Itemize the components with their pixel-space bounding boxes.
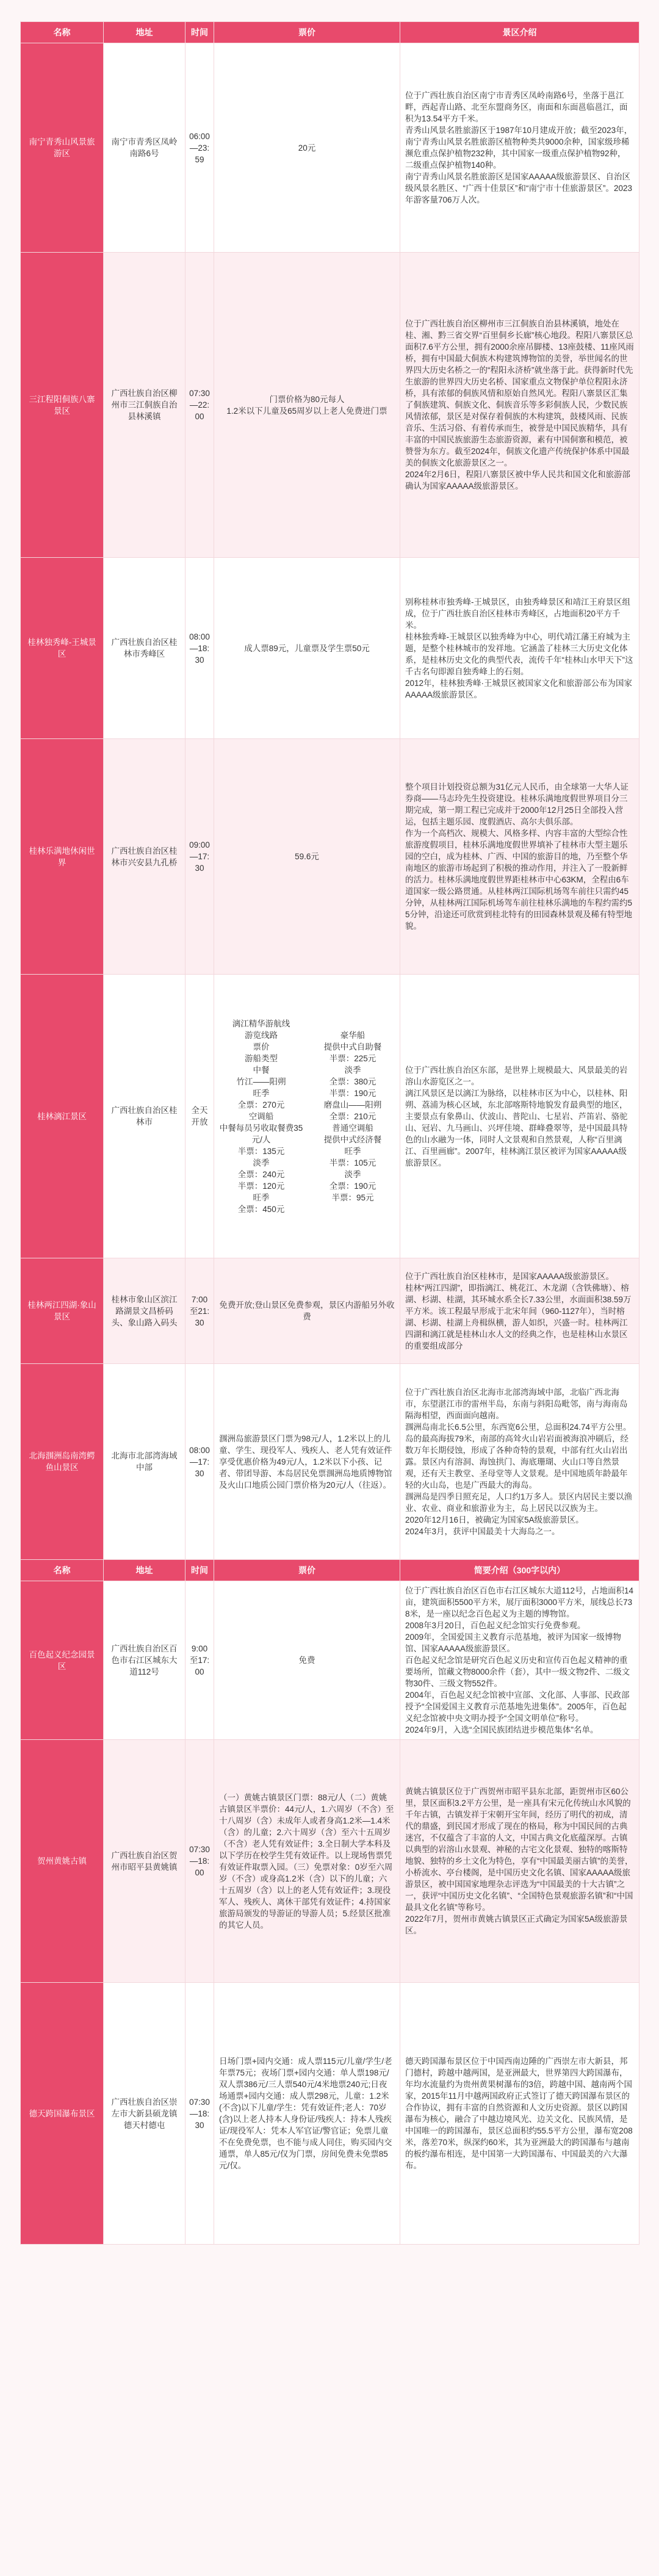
address-cell: 广西壮族自治区柳州市三江侗族自治县林溪镇 bbox=[104, 253, 185, 558]
column-header-time: 时间 bbox=[185, 22, 214, 43]
price-cell: 门票价格为80元每人 1.2米以下儿童及65周岁以上老人免费进门票 bbox=[214, 253, 400, 558]
spot-name-cell: 桂林乐满地休闲世界 bbox=[21, 739, 104, 975]
price-cell: 20元 bbox=[214, 43, 400, 253]
address-cell: 北海市北部湾海域中部 bbox=[104, 1364, 185, 1560]
address-cell: 广西壮族自治区崇左市大新县硕龙镇德天村德屯 bbox=[104, 1983, 185, 2245]
opening-time-cell: 9:00至17:00 bbox=[185, 1581, 214, 1740]
column-header-name: 名称 bbox=[21, 22, 104, 43]
opening-time-cell: 09:00—17:30 bbox=[185, 739, 214, 975]
scenic-spots-table bbox=[20, 21, 639, 2245]
introduction-cell: 位于广西壮族自治区南宁市青秀区凤岭南路6号，坐落于邕江畔，西起青山路、北至东盟商务区，南面和东面邕临邕江，面积为13.54平方千米。 青秀山风景名胜旅游区于1987年10月建成开放；截至2023年，南宁青秀山风景名胜旅游区植物种类共9000余种，国家级珍稀濒危重点保护植物232种，其中国家一级重点保护植物92种，二级重点保护植物140种。 南宁青秀山风景名胜旅游区是国家AAAAA级旅游景区、自治区级风景名胜区、“广西十佳景区”和“南宁市十佳旅游景区”。2023年游客量706万人次。 bbox=[400, 43, 639, 253]
table-row bbox=[21, 1364, 639, 1560]
spot-name-cell: 桂林漓江景区 bbox=[21, 975, 104, 1258]
spot-name-cell: 南宁青秀山风景旅游区 bbox=[21, 43, 104, 253]
spot-name-cell: 德天跨国瀑布景区 bbox=[21, 1983, 104, 2245]
address-cell: 广西壮族自治区贺州市昭平县黄姚镇 bbox=[104, 1740, 185, 1983]
column-header-addr: 地址 bbox=[104, 1560, 185, 1581]
price-cell: 免费开放;登山景区免费参观，景区内游船另外收费 bbox=[214, 1258, 400, 1364]
table-row bbox=[21, 975, 639, 1258]
address-cell: 广西壮族自治区桂林市兴安县九孔桥 bbox=[104, 739, 185, 975]
column-header-price: 票价 bbox=[214, 1560, 400, 1581]
table-row bbox=[21, 1581, 639, 1740]
opening-time-cell: 07:30—22:00 bbox=[185, 253, 214, 558]
column-header-addr: 地址 bbox=[104, 22, 185, 43]
table-row bbox=[21, 253, 639, 558]
address-cell: 南宁市青秀区凤岭南路6号 bbox=[104, 43, 185, 253]
price-cell: 日场门票+园内交通：成人票115元/儿童/学生/老年票75元；夜场门票+园内交通：单人票198元/双人票386元/三人票540元/4米地票240元;日夜场通票+园内交通：成人票298元，儿童：1.2米(不含)以下儿童/学生：凭有效证件;老人：70岁(含)以上老人持本人身份证/残疾人：持本人残疾证/现役军人：凭本人军官证/警官证；免票儿童不在免费免票，也不能与成人同住，购买园内交通票，单人85元/仅为门票，房间免费未免票85元/仅。 bbox=[214, 1983, 400, 2245]
opening-time-cell: 08:00—17:30 bbox=[185, 1364, 214, 1560]
price-cell: 成人票89元，儿童票及学生票50元 bbox=[214, 558, 400, 739]
scenic-spots-table-sheet bbox=[20, 21, 639, 2245]
introduction-cell: 德天跨国瀑布景区位于中国西南边陲的广西崇左市大新县，邦门德村，跨越中越两国，是亚洲最大，世界第四大跨国瀑布，年均水流量约为贵州黄果树瀑布的3倍，跨越中国、越南两个国家，2015年11月中越两国政府正式签订了德天跨国瀑布景区的合作协议，拥有丰富的自然资源和人文历史资源。景区以跨国瀑布为核心，融合了中越边境风光、边关文化、民族风情，是中国唯一的跨国瀑布，景区总面积约55.5平方公里，瀑布宽208米，落差70米，纵深约60米，其为亚洲最大的跨国瀑布与越南的板约瀑布相连，是中国第一大跨国瀑布、中国最美的六大瀑布。 bbox=[400, 1983, 639, 2245]
table-row bbox=[21, 1983, 639, 2245]
table-header-row bbox=[21, 1560, 639, 1581]
opening-time-cell: 07:30—18:30 bbox=[185, 1983, 214, 2245]
price-cell: 59.6元 bbox=[214, 739, 400, 975]
spot-name-cell: 桂林两江四湖·象山景区 bbox=[21, 1258, 104, 1364]
opening-time-cell: 08:00—18:30 bbox=[185, 558, 214, 739]
table-row bbox=[21, 739, 639, 975]
introduction-cell: 位于广西壮族自治区柳州市三江侗族自治县林溪镇，地处在桂、湘、黔三省交界“百里侗乡长廊”核心地段。程阳八寨景区总面积7.6平方公里，拥有2000余座吊脚楼、13座鼓楼、11座风雨桥，拥有中国最大侗族木构建筑博物馆的美誉，举世闻名的世界四大历史名桥之一的“程阳永济桥”就坐落于此。获得新时代先生旅游的世界四大历史名桥、国家重点文物保护单位程阳永济桥，具有浓郁的侗族风情和原始自然风光。程阳八寨景区汇集了侗族建筑、侗族文化、侗族音乐等多彩侗族人民，少数民族风情浓郁，景区是对保存着侗族的木构建筑，鼓楼风雨、民族音乐、生活习俗、有着传承而生，被誉是中国民族精华，具有丰富的中国民族旅游生态旅游资源，素有中国侗寨和模范，被赞誉为东方。截至2024年，侗族文化遗产传统保护体系中国最美的侗族文化旅游景区之一。 2024年2月6日，程阳八寨景区被中华人民共和国文化和旅游部确认为国家AAAAA级旅游景区。 bbox=[400, 253, 639, 558]
table-row bbox=[21, 1740, 639, 1983]
price-cell: （一）黄姚古镇景区门票：88元/人（二）黄姚古镇景区半票价：44元/人，1.六周岁（不含）至十八周岁（含）未成年人或者身高1.2米—1.4米（含）的儿童；2.六十周岁（含）至六十五周岁（不含）老人凭有效证件；3.全日制大学本科及以下学历在校学生凭有效证件。以上现场售票凭有效证件取票入园。（三）免票对象：0岁至六周岁（不含）或身高1.2米（含）以下的儿童；六十五周岁（含）以上的老人凭有效证件；3.现役军人、残疾人、离休干部凭有效证件；4.持国家旅游局颁发的导游证的导游人员；5.经景区批准的其它人员。 bbox=[214, 1740, 400, 1983]
introduction-cell: 位于广西壮族自治区北海市北部湾海域中部，北临广西北海市，东望湛江市的雷州半岛，东南与斜阳岛毗邻，南与海南岛隔海相望，西面面向越南。 涠洲岛南北长6.5公里，东西宽6公里，总面积24.74平方公里。岛的最高海拔79米，南部的高耸火山岩岩面被海浪冲刷后，经数万年长期侵蚀，形成了各种奇特的景观，中部有红火山岩出露。景区内有溶洞、海蚀拱门、海底珊瑚、火山口等自然景观，还有天主教堂、圣母堂等人文景观。是中国地质年龄最年轻的火山岛，也是广西最大的海岛。 涠洲岛是四季日照充足，人口约1万多人。景区内居民主要以渔业、农业、商业和旅游业为主，岛上居民以汉族为主。 2020年12月16日，被确定为国家5A级旅游景区。 2024年3月，获评中国最美十大海岛之一。 bbox=[400, 1364, 639, 1560]
table-header-row bbox=[21, 22, 639, 43]
price-grid-right: 豪华船 提供中式自助餐 半票：225元 淡季 全票：380元 半票：190元 磨盘山——阳朔 全票：210元 普通空调船 提供中式经济餐 旺季 半票：105元 淡季 全票：190元 半票：95元 bbox=[323, 1030, 382, 1202]
introduction-cell: 整个项目计划投资总额为31亿元人民币，由全球第一大华人证券商——马志玲先生投资建设。桂林乐满地度假世界项目分三期完成，第一期工程已完成并于2000年12月25日全部投入营运，包括主题乐园、度假酒店、高尔夫俱乐部。 作为一个高档次、规模大、风格多样、内容丰富的大型综合性旅游度假项目，桂林乐满地度假世界填补了桂林市大型主题乐园的空白，成为桂林、广西、中国的旅游目的地，乃至整个华南地区的旅游市场起到了积极的推动作用，并注入了一股新鲜的活力。桂林乐满地度假世界距桂林市中心63KM，全程由6车道国家一级公路贯通。从桂林两江国际机场驾车前往只需约45分钟，从桂林两江国际机场驾车前往桂林乐满地的车程约需约55分钟，沿途还可欣赏到桂北特有的田园森林景观及稀有特型地貌。 bbox=[400, 739, 639, 975]
opening-time-cell: 07:30—18:00 bbox=[185, 1740, 214, 1983]
opening-time-cell: 7:00至21:30 bbox=[185, 1258, 214, 1364]
price-grid-left: 漓江精华游航线 游览线路 票价 游船类型 中餐 竹江——阳朔 旺季 全票：270元 空调船 中餐每员另收取餐费35元/人 半票：135元 淡季 全票：240元 半票：120元 旺季 全票：450元 bbox=[219, 1019, 303, 1214]
price-cell bbox=[214, 975, 400, 1258]
spot-name-cell: 桂林独秀峰-王城景区 bbox=[21, 558, 104, 739]
address-cell: 广西壮族自治区百色市右江区城东大道112号 bbox=[104, 1581, 185, 1740]
introduction-cell: 黄姚古镇景区位于广西贺州市昭平县东北部，距贺州市区60公里，景区面积3.2平方公里，是一座具有宋元化传统山水风貌的千年古镇，古镇发祥于宋朝开宝年间，经历了明代的初成，清代的鼎盛，到民国才形成了现在的格局，称为中国民间的古典迷宫，不仅蕴含了丰富的人文，中国古典文化底蕴深厚。古镇以典型的岩溶山水景观、神秘的古宅文化景观、独特的喀斯特地貌、独特的乡土文化为特色，享有“中国最美丽古镇”的美誉，小桥流水、亭台楼阁，是中国历史文化名镇、国家AAAAA级旅游景区，被中国国家地理杂志评选为“中国最美的十大古镇”之一，获评“中国历史文化名镇”、“全国特色景观旅游名镇”和“中国最具文化名镇”等称号。 2022年7月，贺州市黄姚古镇景区正式确定为国家5A级旅游景区。 bbox=[400, 1740, 639, 1983]
introduction-cell: 位于广西壮族自治区桂林市，是国家AAAAA级旅游景区。 桂林“两江四湖”，即指漓江、桃花江、木龙湖（含铁佛塘）、榕湖、杉湖、桂湖，其环城水系全长7.33公里，水面面积38.59万平方米。该工程最早形成于北宋年间（960-1127年），当时榕湖、杉湖、桂湖上舟楫纵横，游人如织，兴盛一时。桂林两江四湖和漓江就是桂林山水人文的经典之作，也是桂林山水景区的重要组成部分 bbox=[400, 1258, 639, 1364]
price-cell: 免费 bbox=[214, 1581, 400, 1740]
introduction-cell: 别称桂林市独秀峰-王城景区，由独秀峰景区和靖江王府景区组成，位于广西壮族自治区桂林市秀峰区，占地面积20平方千米。 桂林独秀峰-王城景区以独秀峰为中心，明代靖江藩王府城为主题，是整个桂林城市的发祥地。它涵盖了桂林三大历史文化体系，是桂林历史文化的典型代表，流传千年“桂林山水甲天下”这千古名句即源自独秀峰上的石刻。 2012年，桂林独秀峰·王城景区被国家文化和旅游部公布为国家AAAAA级旅游景区。 bbox=[400, 558, 639, 739]
introduction-cell: 位于广西壮族自治区东部，是世界上规模最大、风景最美的岩溶山水游览区之一。 漓江风景区是以漓江为脉络，以桂林市区为中心，以桂林、阳朔、荔浦为核心区域，东北部喀斯特地貌发育最典型的地区，主要景点有象鼻山、伏波山、普陀山、七星岩、芦笛岩、骆驼山、冠岩、九马画山、兴坪佳境、群峰叠翠等，是中国最具特色的山水融为一体，同时人文景观和自然景观，人称“百里漓江、百里画廊”。2007年，桂林漓江景区被评为国家AAAAA级旅游景区。 bbox=[400, 975, 639, 1258]
address-cell: 广西壮族自治区桂林市秀峰区 bbox=[104, 558, 185, 739]
opening-time-cell: 全天开放 bbox=[185, 975, 214, 1258]
column-header-intro: 景区介绍 bbox=[400, 22, 639, 43]
price-grid bbox=[215, 1018, 398, 1215]
address-cell: 桂林市象山区滨江路湖景文昌桥码头、象山路入码头 bbox=[104, 1258, 185, 1364]
table-row bbox=[21, 1258, 639, 1364]
table-row bbox=[21, 43, 639, 253]
column-header-price: 票价 bbox=[214, 22, 400, 43]
column-header-intro: 简要介绍（300字以内） bbox=[400, 1560, 639, 1581]
column-header-time: 时间 bbox=[185, 1560, 214, 1581]
address-cell: 广西壮族自治区桂林市 bbox=[104, 975, 185, 1258]
spot-name-cell: 三江程阳侗族八寨景区 bbox=[21, 253, 104, 558]
introduction-cell: 位于广西壮族自治区百色市右江区城东大道112号，占地面积14亩，建筑面积5500平方米，展厅面积3000平方米，展线总长738米，是一座以纪念百色起义为主题的博物馆。 2008年3月20日，百色起义纪念馆实行免费参观。 2009年，全国爱国主义教育示范基地，被评为国家一级博物馆、国家AAAAA级旅游景区。 百色起义纪念馆是研究百色起义历史和宣传百色起义精神的重要场所，馆藏文物8000余件（套），其中一级文物2件、二级文物30件、三级文物552件。 2004年，百色起义纪念馆被中宣部、文化部、人事部、民政部授予“全国爱国主义教育示范基地先进集体”。2005年，百色起义纪念馆被中央文明办授予“全国文明单位”称号。 2024年9月，入选“全国民族团结进步模范集体”名单。 bbox=[400, 1581, 639, 1740]
spot-name-cell: 贺州黄姚古镇 bbox=[21, 1740, 104, 1983]
column-header-name: 名称 bbox=[21, 1560, 104, 1581]
spot-name-cell: 百色起义纪念园景区 bbox=[21, 1581, 104, 1740]
opening-time-cell: 06:00—23:59 bbox=[185, 43, 214, 253]
table-row bbox=[21, 558, 639, 739]
price-cell: 涠洲岛旅游景区门票为98元/人，1.2米以上的儿童、学生、现役军人、残疾人、老人凭有效证件享受优惠价格为49元/人，1.2米以下小孩、记者、带团导游、本岛居民免票涠洲岛地质博物馆及火山口地质公园门票价格为20元/人（往返）。 bbox=[214, 1364, 400, 1560]
spot-name-cell: 北海涠洲岛南湾鳄鱼山景区 bbox=[21, 1364, 104, 1560]
